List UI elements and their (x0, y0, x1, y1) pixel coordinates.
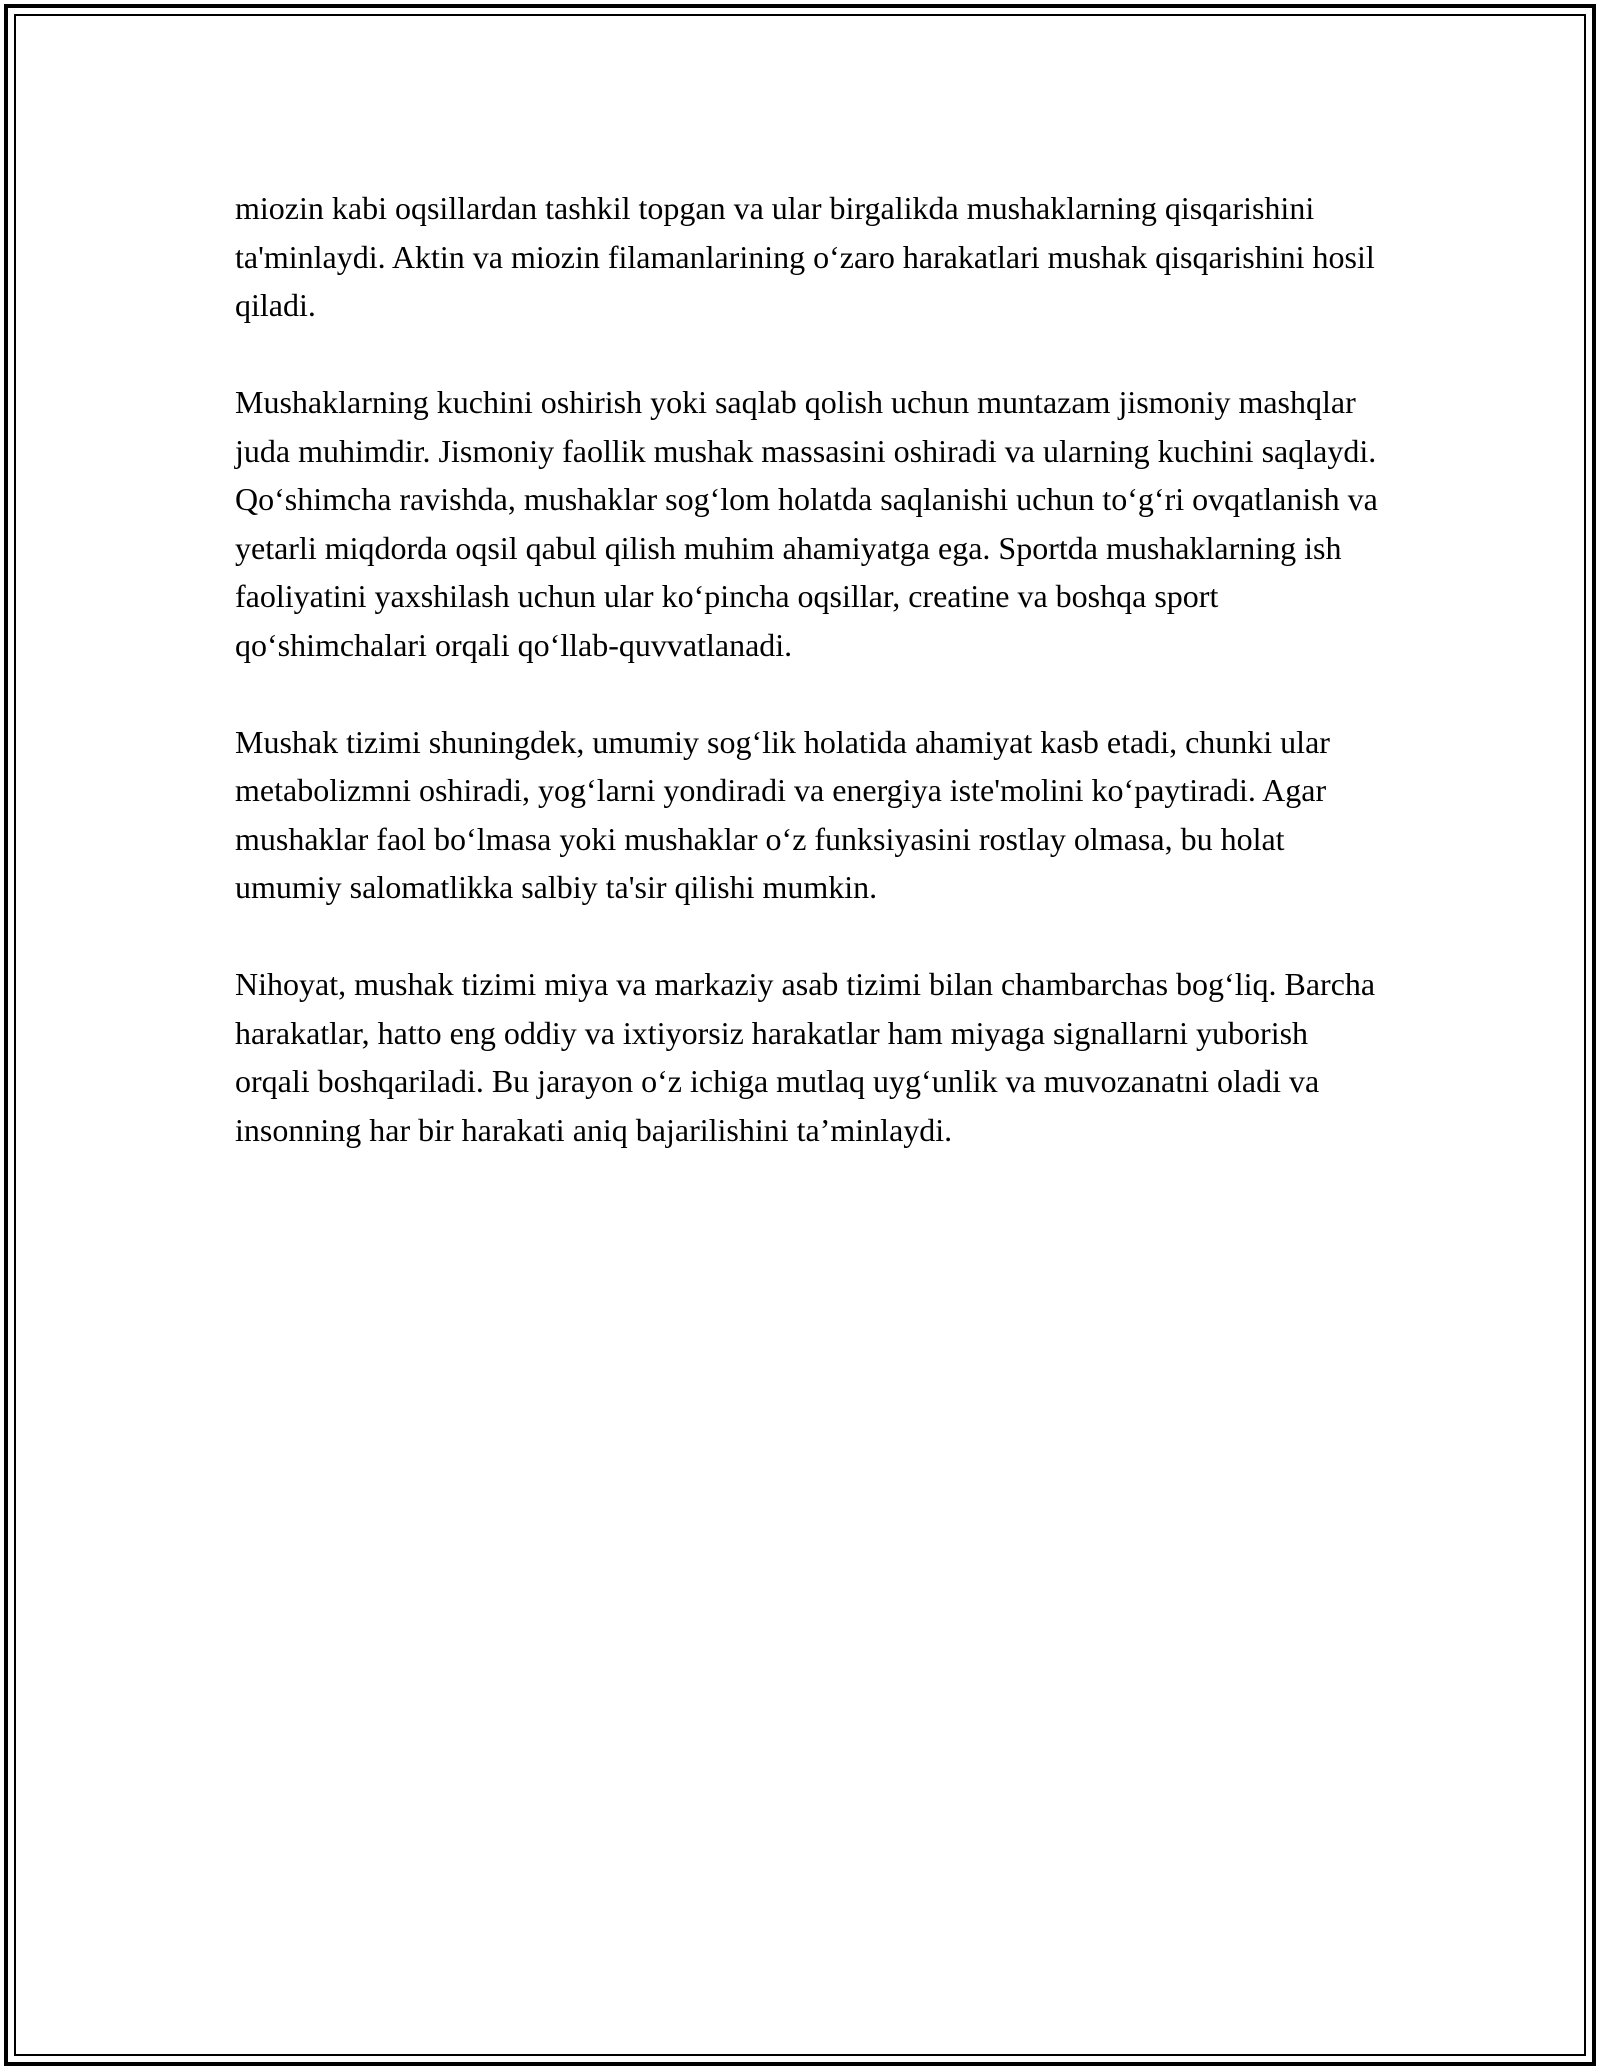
paragraph-3: Mushak tizimi shuningdek, umumiy sogʻlik holatida ahamiyat kasb etadi, chunki ular metabolizmni oshiradi, yogʻlarni yondiradi va energiya iste'molini koʻpaytiradi. Agar mushaklar faol boʻlmasa yoki mushaklar oʻz funksiyasini rostlay olmasa, bu holat umumiy salomatlikka salbiy ta'sir qilishi mumkin. (235, 723, 1330, 905)
paragraph-1: miozin kabi oqsillardan tashkil topgan va ular birgalikda mushaklarning qisqarishini ta'minlaydi. Aktin va miozin filamanlarining oʻzaro harakatlari mushak qisqarishini hosil qiladi. (235, 190, 1375, 323)
paragraph-4: Nihoyat, mushak tizimi miya va markaziy asab tizimi bilan chambarchas bogʻliq. Barcha harakatlar, hatto eng oddiy va ixtiyorsiz harakatlar ham miyaga signallarni yuborish orqali boshqariladi. Bu jarayon oʻz ichiga mutlaq uygʻunlik va muvozanatni oladi va insonning har bir harakati aniq bajarilishini ta’minlaydi. (235, 966, 1376, 1148)
paragraph-2: Mushaklarning kuchini oshirish yoki saqlab qolish uchun muntazam jismoniy mashqlar juda muhimdir. Jismoniy faollik mushak massasini oshiradi va ularning kuchini saqlaydi. Qoʻshimcha ravishda, mushaklar sogʻlom holatda saqlanishi uchun toʻgʻri ovqatlanish va yetarli miqdorda oqsil qabul qilish muhim ahamiyatga ega. Sportda mushaklarning ish faoliyatini yaxshilash uchun ular koʻpincha oqsillar, creatine va boshqa sport qoʻshimchalari orqali qoʻllab-quvvatlanadi. (235, 384, 1378, 663)
document-body (235, 184, 1380, 1154)
